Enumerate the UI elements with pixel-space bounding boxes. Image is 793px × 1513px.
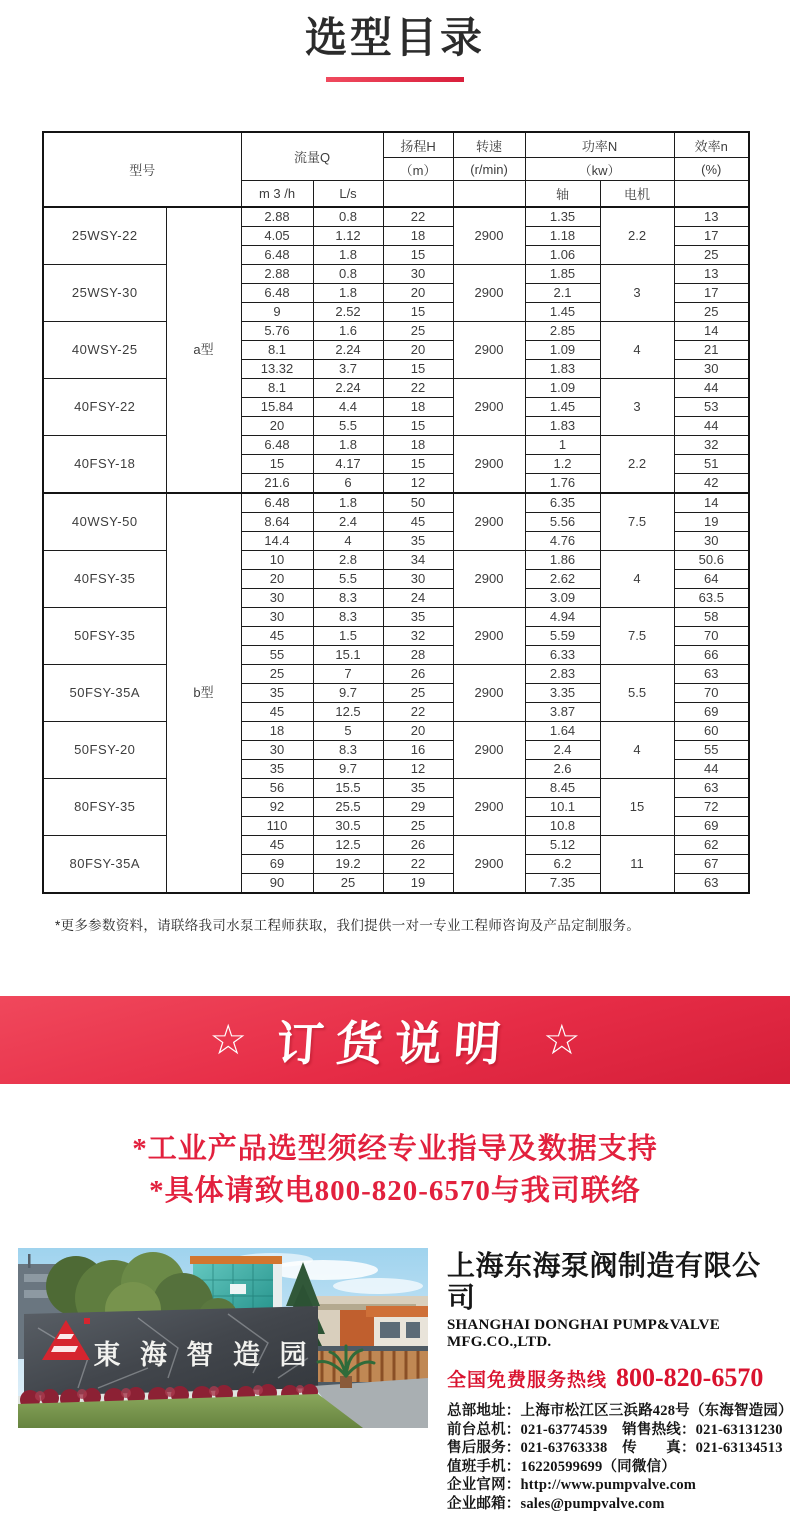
type-group-cell: b型 <box>166 493 241 893</box>
flow-ls-cell: 2.4 <box>313 513 383 532</box>
flow-m3h-cell: 56 <box>241 779 313 798</box>
contact-line-address: 总部地址：上海市松江区三浜路428号（东海智造园） <box>447 1402 777 1421</box>
flow-m3h-cell: 30 <box>241 741 313 760</box>
flow-m3h-cell: 15 <box>241 455 313 474</box>
efficiency-cell: 14 <box>674 493 749 513</box>
motor-power-cell: 5.5 <box>600 665 674 722</box>
shaft-power-cell: 8.45 <box>525 779 600 798</box>
page-title: 选型目录 <box>0 14 790 62</box>
head-cell: 50 <box>383 493 453 513</box>
motor-power-cell: 4 <box>600 551 674 608</box>
star-icon: ☆ <box>543 1019 581 1061</box>
flow-m3h-cell: 13.32 <box>241 360 313 379</box>
flow-m3h-cell: 4.05 <box>241 227 313 246</box>
head-cell: 32 <box>383 627 453 646</box>
flow-m3h-cell: 5.76 <box>241 322 313 341</box>
col-header-power-motor: 电机 <box>600 181 674 208</box>
flow-ls-cell: 12.5 <box>313 703 383 722</box>
shaft-power-cell: 6.35 <box>525 493 600 513</box>
col-header-empty-cell <box>453 181 525 208</box>
flow-m3h-cell: 45 <box>241 703 313 722</box>
shaft-power-cell: 5.12 <box>525 836 600 855</box>
flow-ls-cell: 9.7 <box>313 684 383 703</box>
flow-m3h-cell: 10 <box>241 551 313 570</box>
efficiency-cell: 60 <box>674 722 749 741</box>
model-cell: 40FSY-18 <box>43 436 166 494</box>
flow-m3h-cell: 30 <box>241 589 313 608</box>
sign-text: 東 海 智 造 园 <box>93 1340 312 1370</box>
shaft-power-cell: 2.4 <box>525 741 600 760</box>
flow-m3h-cell: 92 <box>241 798 313 817</box>
flow-ls-cell: 19.2 <box>313 855 383 874</box>
shaft-power-cell: 5.56 <box>525 513 600 532</box>
col-header-head-unit: （m） <box>383 158 453 181</box>
contact-lines <box>447 1402 777 1513</box>
efficiency-cell: 30 <box>674 360 749 379</box>
model-cell: 40FSY-35 <box>43 551 166 608</box>
shaft-power-cell: 3.09 <box>525 589 600 608</box>
flow-ls-cell: 0.8 <box>313 207 383 227</box>
col-header-speed-unit: (r/min) <box>453 158 525 181</box>
speed-cell: 2900 <box>453 836 525 894</box>
efficiency-cell: 63 <box>674 779 749 798</box>
efficiency-cell: 21 <box>674 341 749 360</box>
head-cell: 24 <box>383 589 453 608</box>
flow-ls-cell: 25.5 <box>313 798 383 817</box>
flow-ls-cell: 9.7 <box>313 760 383 779</box>
efficiency-cell: 67 <box>674 855 749 874</box>
efficiency-cell: 62 <box>674 836 749 855</box>
shaft-power-cell: 1.06 <box>525 246 600 265</box>
order-banner <box>0 996 790 1084</box>
flow-ls-cell: 5.5 <box>313 570 383 589</box>
model-cell: 25WSY-30 <box>43 265 166 322</box>
shaft-power-cell: 1.45 <box>525 398 600 417</box>
model-cell: 50FSY-35A <box>43 665 166 722</box>
company-name-cn: 上海东海泵阀制造有限公司 <box>447 1250 777 1314</box>
shaft-power-cell: 1.2 <box>525 455 600 474</box>
motor-power-cell: 2.2 <box>600 207 674 265</box>
speed-cell: 2900 <box>453 779 525 836</box>
efficiency-cell: 55 <box>674 741 749 760</box>
efficiency-cell: 42 <box>674 474 749 494</box>
efficiency-cell: 70 <box>674 627 749 646</box>
col-header-empty-cell <box>674 181 749 208</box>
flow-m3h-cell: 30 <box>241 608 313 627</box>
hotline-number: 800-820-6570 <box>616 1363 763 1393</box>
efficiency-cell: 19 <box>674 513 749 532</box>
efficiency-cell: 44 <box>674 379 749 398</box>
motor-power-cell: 4 <box>600 722 674 779</box>
flow-ls-cell: 1.5 <box>313 627 383 646</box>
flow-m3h-cell: 6.48 <box>241 284 313 303</box>
efficiency-cell: 17 <box>674 227 749 246</box>
banner-title: 订货说明 <box>275 1007 516 1074</box>
shaft-power-cell: 1.09 <box>525 341 600 360</box>
head-cell: 30 <box>383 265 453 284</box>
flow-ls-cell: 4.17 <box>313 455 383 474</box>
efficiency-cell: 72 <box>674 798 749 817</box>
flow-m3h-cell: 6.48 <box>241 436 313 455</box>
shaft-power-cell: 4.76 <box>525 532 600 551</box>
speed-cell: 2900 <box>453 436 525 494</box>
flow-ls-cell: 2.8 <box>313 551 383 570</box>
speed-cell: 2900 <box>453 322 525 379</box>
flow-m3h-cell: 9 <box>241 303 313 322</box>
flow-ls-cell: 25 <box>313 874 383 894</box>
flow-m3h-cell: 6.48 <box>241 246 313 265</box>
flow-ls-cell: 1.6 <box>313 322 383 341</box>
col-header-head: 扬程H <box>383 132 453 158</box>
shaft-power-cell: 1.45 <box>525 303 600 322</box>
model-cell: 80FSY-35 <box>43 779 166 836</box>
flow-ls-cell: 8.3 <box>313 589 383 608</box>
efficiency-cell: 69 <box>674 703 749 722</box>
head-cell: 18 <box>383 398 453 417</box>
col-header-flow-m3h: m 3 /h <box>241 181 313 208</box>
efficiency-cell: 50.6 <box>674 551 749 570</box>
flow-m3h-cell: 18 <box>241 722 313 741</box>
hotline-label: 全国免费服务热线 <box>447 1365 607 1392</box>
efficiency-cell: 14 <box>674 322 749 341</box>
shaft-power-cell: 1.09 <box>525 379 600 398</box>
efficiency-cell: 13 <box>674 207 749 227</box>
footer <box>18 1248 790 1513</box>
flow-m3h-cell: 35 <box>241 684 313 703</box>
speed-cell: 2900 <box>453 493 525 551</box>
service-hotline <box>447 1363 777 1393</box>
head-cell: 12 <box>383 760 453 779</box>
shaft-power-cell: 1.85 <box>525 265 600 284</box>
flow-ls-cell: 1.8 <box>313 284 383 303</box>
head-cell: 45 <box>383 513 453 532</box>
flow-ls-cell: 1.8 <box>313 493 383 513</box>
head-cell: 30 <box>383 570 453 589</box>
shaft-power-cell: 1.35 <box>525 207 600 227</box>
shaft-power-cell: 1.18 <box>525 227 600 246</box>
efficiency-cell: 58 <box>674 608 749 627</box>
flow-ls-cell: 0.8 <box>313 265 383 284</box>
head-cell: 15 <box>383 246 453 265</box>
head-cell: 15 <box>383 417 453 436</box>
model-cell: 80FSY-35A <box>43 836 166 894</box>
flow-m3h-cell: 8.64 <box>241 513 313 532</box>
flow-m3h-cell: 25 <box>241 665 313 684</box>
shaft-power-cell: 2.83 <box>525 665 600 684</box>
motor-power-cell: 15 <box>600 779 674 836</box>
flow-ls-cell: 5 <box>313 722 383 741</box>
head-cell: 18 <box>383 227 453 246</box>
flow-ls-cell: 6 <box>313 474 383 494</box>
efficiency-cell: 63 <box>674 665 749 684</box>
col-header-flow: 流量Q <box>241 132 383 181</box>
shaft-power-cell: 1 <box>525 436 600 455</box>
col-header-speed: 转速 <box>453 132 525 158</box>
shaft-power-cell: 1.83 <box>525 360 600 379</box>
flow-m3h-cell: 55 <box>241 646 313 665</box>
efficiency-cell: 30 <box>674 532 749 551</box>
motor-power-cell: 11 <box>600 836 674 894</box>
efficiency-cell: 13 <box>674 265 749 284</box>
flow-m3h-cell: 20 <box>241 570 313 589</box>
flow-m3h-cell: 2.88 <box>241 265 313 284</box>
efficiency-cell: 63.5 <box>674 589 749 608</box>
flow-m3h-cell: 45 <box>241 836 313 855</box>
head-cell: 35 <box>383 532 453 551</box>
motor-power-cell: 7.5 <box>600 608 674 665</box>
head-cell: 20 <box>383 722 453 741</box>
flow-ls-cell: 4.4 <box>313 398 383 417</box>
title-underline <box>326 77 464 82</box>
model-cell: 40FSY-22 <box>43 379 166 436</box>
efficiency-cell: 44 <box>674 760 749 779</box>
speed-cell: 2900 <box>453 722 525 779</box>
efficiency-cell: 25 <box>674 303 749 322</box>
shaft-power-cell: 2.1 <box>525 284 600 303</box>
shaft-power-cell: 10.1 <box>525 798 600 817</box>
flow-m3h-cell: 15.84 <box>241 398 313 417</box>
head-cell: 25 <box>383 684 453 703</box>
motor-power-cell: 3 <box>600 379 674 436</box>
factory-photo-illustration <box>18 1248 428 1428</box>
speed-cell: 2900 <box>453 608 525 665</box>
col-header-power-shaft: 轴 <box>525 181 600 208</box>
shaft-power-cell: 6.2 <box>525 855 600 874</box>
flow-ls-cell: 12.5 <box>313 836 383 855</box>
company-name-en: SHANGHAI DONGHAI PUMP&VALVE MFG.CO.,LTD. <box>447 1317 777 1351</box>
head-cell: 20 <box>383 341 453 360</box>
col-header-efficiency-unit: (%) <box>674 158 749 181</box>
efficiency-cell: 17 <box>674 284 749 303</box>
efficiency-cell: 63 <box>674 874 749 894</box>
speed-cell: 2900 <box>453 665 525 722</box>
flow-ls-cell: 1.8 <box>313 246 383 265</box>
head-cell: 18 <box>383 436 453 455</box>
model-cell: 25WSY-22 <box>43 207 166 265</box>
head-cell: 25 <box>383 817 453 836</box>
model-cell: 40WSY-25 <box>43 322 166 379</box>
flow-m3h-cell: 35 <box>241 760 313 779</box>
flow-ls-cell: 4 <box>313 532 383 551</box>
head-cell: 22 <box>383 379 453 398</box>
head-cell: 34 <box>383 551 453 570</box>
shaft-power-cell: 5.59 <box>525 627 600 646</box>
head-cell: 16 <box>383 741 453 760</box>
model-cell: 50FSY-35 <box>43 608 166 665</box>
flow-m3h-cell: 110 <box>241 817 313 836</box>
motor-power-cell: 3 <box>600 265 674 322</box>
flow-ls-cell: 7 <box>313 665 383 684</box>
shaft-power-cell: 2.6 <box>525 760 600 779</box>
flow-ls-cell: 3.7 <box>313 360 383 379</box>
head-cell: 22 <box>383 703 453 722</box>
star-icon: ☆ <box>209 1019 247 1061</box>
efficiency-cell: 32 <box>674 436 749 455</box>
col-header-model: 型号 <box>43 132 241 207</box>
head-cell: 35 <box>383 779 453 798</box>
flow-ls-cell: 15.1 <box>313 646 383 665</box>
speed-cell: 2900 <box>453 551 525 608</box>
head-cell: 12 <box>383 474 453 494</box>
model-cell: 50FSY-20 <box>43 722 166 779</box>
efficiency-cell: 70 <box>674 684 749 703</box>
type-group-cell: a型 <box>166 207 241 493</box>
head-cell: 35 <box>383 608 453 627</box>
shaft-power-cell: 1.64 <box>525 722 600 741</box>
flow-ls-cell: 5.5 <box>313 417 383 436</box>
flow-m3h-cell: 69 <box>241 855 313 874</box>
table-footnote: *更多参数资料，请联络我司水泵工程师获取，我们提供一对一专业工程师咨询及产品定制服务。 <box>55 914 790 934</box>
head-cell: 20 <box>383 284 453 303</box>
shaft-power-cell: 6.33 <box>525 646 600 665</box>
flow-ls-cell: 2.24 <box>313 341 383 360</box>
flow-ls-cell: 2.24 <box>313 379 383 398</box>
flow-m3h-cell: 90 <box>241 874 313 894</box>
contact-line-website[interactable]: 企业官网：http://www.pumpvalve.com <box>447 1476 777 1495</box>
flow-m3h-cell: 2.88 <box>241 207 313 227</box>
head-cell: 15 <box>383 455 453 474</box>
shaft-power-cell: 2.62 <box>525 570 600 589</box>
efficiency-cell: 44 <box>674 417 749 436</box>
order-notes <box>0 1128 790 1212</box>
shaft-power-cell: 1.76 <box>525 474 600 494</box>
flow-m3h-cell: 14.4 <box>241 532 313 551</box>
company-photo <box>18 1248 428 1428</box>
col-header-efficiency: 效率n <box>674 132 749 158</box>
head-cell: 22 <box>383 855 453 874</box>
motor-power-cell: 2.2 <box>600 436 674 494</box>
note-line: *具体请致电800-820-6570与我司联络 <box>0 1170 790 1212</box>
shaft-power-cell: 3.35 <box>525 684 600 703</box>
col-header-power-unit: （kw） <box>525 158 674 181</box>
head-cell: 19 <box>383 874 453 894</box>
col-header-flow-ls: L/s <box>313 181 383 208</box>
efficiency-cell: 25 <box>674 246 749 265</box>
efficiency-cell: 66 <box>674 646 749 665</box>
efficiency-cell: 64 <box>674 570 749 589</box>
contact-line-service-fax: 售后服务：021-63763338 传 真：021-63134513 <box>447 1439 777 1458</box>
flow-ls-cell: 30.5 <box>313 817 383 836</box>
contact-line-phones: 前台总机：021-63774539 销售热线：021-63131230 <box>447 1421 777 1440</box>
speed-cell: 2900 <box>453 207 525 265</box>
head-cell: 26 <box>383 836 453 855</box>
col-header-empty-cell <box>383 181 453 208</box>
head-cell: 29 <box>383 798 453 817</box>
flow-m3h-cell: 6.48 <box>241 493 313 513</box>
head-cell: 25 <box>383 322 453 341</box>
flow-m3h-cell: 8.1 <box>241 379 313 398</box>
flow-ls-cell: 1.12 <box>313 227 383 246</box>
flow-ls-cell: 2.52 <box>313 303 383 322</box>
shaft-power-cell: 4.94 <box>525 608 600 627</box>
col-header-power: 功率N <box>525 132 674 158</box>
catalog-page <box>0 14 790 1507</box>
shaft-power-cell: 7.35 <box>525 874 600 894</box>
shaft-power-cell: 2.85 <box>525 322 600 341</box>
company-info <box>447 1248 777 1513</box>
flow-ls-cell: 8.3 <box>313 608 383 627</box>
shaft-power-cell: 10.8 <box>525 817 600 836</box>
head-cell: 15 <box>383 360 453 379</box>
efficiency-cell: 53 <box>674 398 749 417</box>
motor-power-cell: 4 <box>600 322 674 379</box>
efficiency-cell: 51 <box>674 455 749 474</box>
flow-m3h-cell: 45 <box>241 627 313 646</box>
head-cell: 28 <box>383 646 453 665</box>
efficiency-cell: 69 <box>674 817 749 836</box>
contact-line-mobile: 值班手机：16220599699（同微信） <box>447 1458 777 1477</box>
head-cell: 26 <box>383 665 453 684</box>
shaft-power-cell: 3.87 <box>525 703 600 722</box>
shaft-power-cell: 1.83 <box>525 417 600 436</box>
flow-m3h-cell: 20 <box>241 417 313 436</box>
flow-m3h-cell: 8.1 <box>241 341 313 360</box>
spec-table <box>42 131 750 894</box>
contact-line-email[interactable]: 企业邮箱：sales@pumpvalve.com <box>447 1495 777 1513</box>
model-cell: 40WSY-50 <box>43 493 166 551</box>
note-line: *工业产品选型须经专业指导及数据支持 <box>0 1128 790 1170</box>
flow-ls-cell: 15.5 <box>313 779 383 798</box>
flow-m3h-cell: 21.6 <box>241 474 313 494</box>
motor-power-cell: 7.5 <box>600 493 674 551</box>
head-cell: 15 <box>383 303 453 322</box>
shaft-power-cell: 1.86 <box>525 551 600 570</box>
head-cell: 22 <box>383 207 453 227</box>
speed-cell: 2900 <box>453 265 525 322</box>
speed-cell: 2900 <box>453 379 525 436</box>
flow-ls-cell: 1.8 <box>313 436 383 455</box>
flow-ls-cell: 8.3 <box>313 741 383 760</box>
